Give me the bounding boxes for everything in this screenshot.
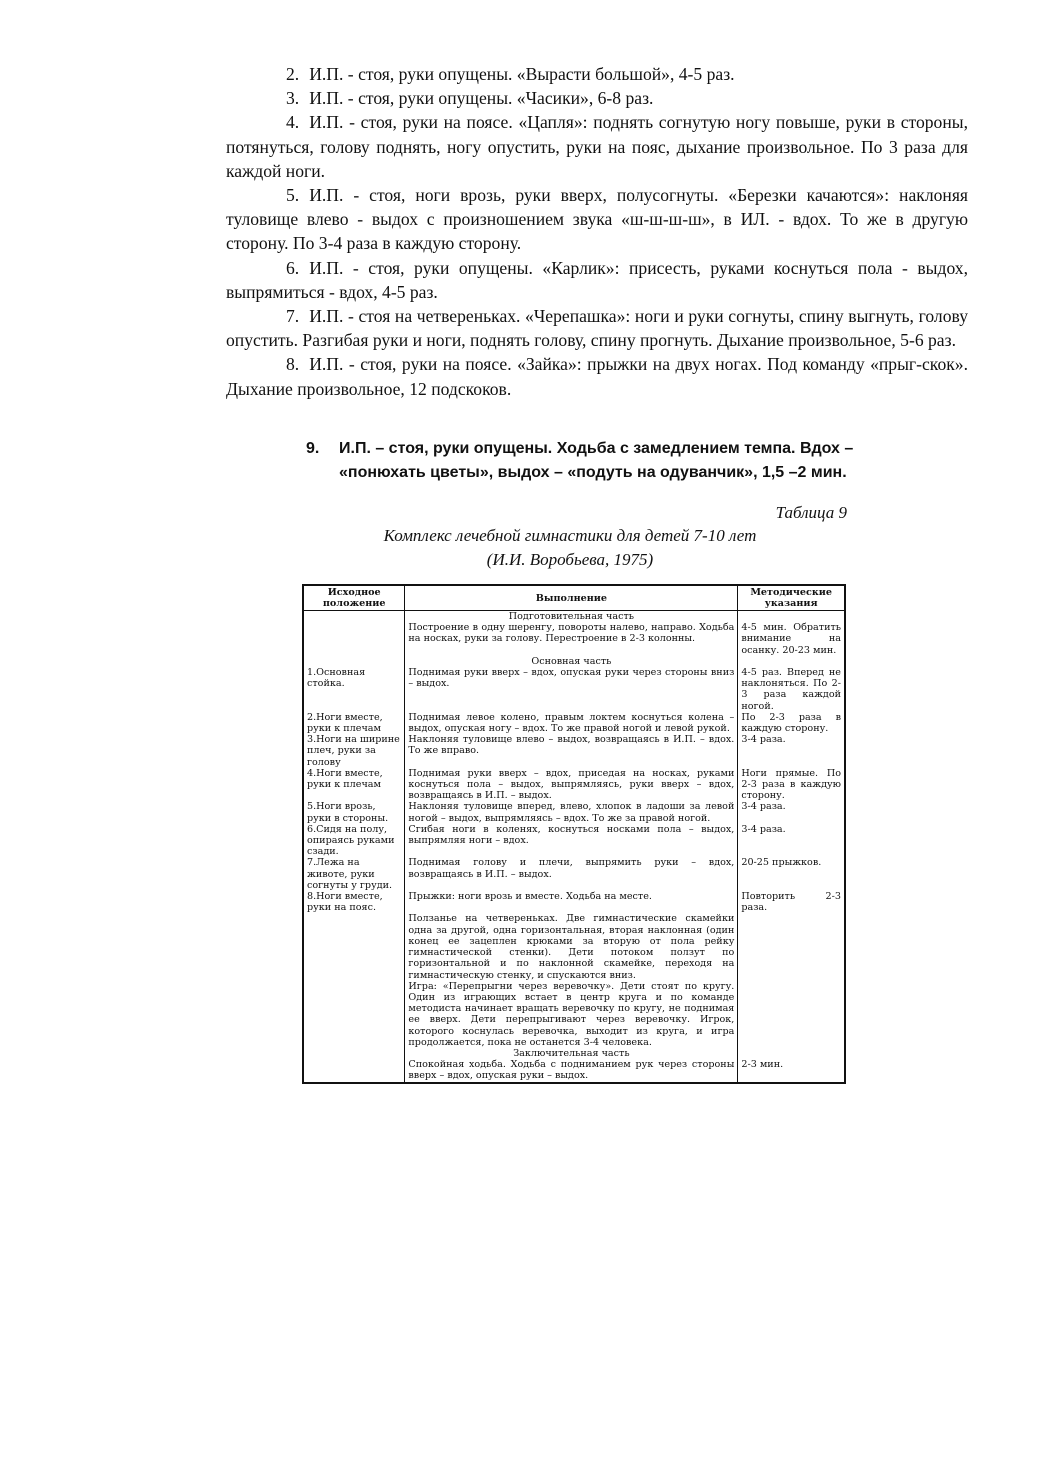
table-row: 3.Ноги на ширине плеч, руки за голову Наклоняя туловище влево – выдох, возвращаясь в И.П. – вдох. То же вправо. 3-4 раза. — [303, 734, 845, 768]
table-row: Построение в одну шеренгу, повороты налево, направо. Ходьба на носках, руки за голову. Перестроение в 2-3 колонны. 4-5 мин. Обратить внимание на осанку. 20-23 мин. — [303, 622, 845, 656]
exercise-list — [226, 62, 968, 401]
header-execution: Выполнение — [405, 585, 738, 611]
list-item: 3. И.П. - стоя, руки опущены. «Часики», 6-8 раз. — [286, 88, 654, 109]
list-item: 4. И.П. - стоя, руки на поясе. «Цапля»: поднять согнутую ногу повыше, руки в стороны, потянуться, голову поднять, ногу опустить, руки на пояс, дыхание произвольное. По 3 раза для каждой ноги. — [226, 112, 968, 181]
table-row: 6.Сидя на полу, опираясь руками сзади. Сгибая ноги в коленях, коснуться носками пола – выдох, выпрямляя ноги – вдох. 3-4 раза. — [303, 824, 845, 858]
table-row: Игра: «Перепрыгни через веревочку». Дети стоят по кругу. Один из играющих встает в центр круга и по команде методиста начинает вращать веревочку по кругу, не поднимая ее вверх. Дети перепрыгивают через веревочку. Игрок, которого коснулась веревочка, выходит из круга, и игра продолжается, пока не останется 3-4 человека. — [303, 981, 845, 1048]
table-row: 1.Основная стойка. Поднимая руки вверх – вдох, опуская руки через стороны вниз – выдох. 4-5 раз. Вперед не наклоняться. По 2-3 раза каждой ногой. — [303, 667, 845, 712]
list-item: 2. И.П. - стоя, руки опущены. «Вырасти большой», 4-5 раз. — [286, 64, 735, 84]
table-row: 5.Ноги врозь, руки в стороны. Наклоняя туловище вперед, влево, хлопок в ладоши за левой ногой – выдох, выпрямляясь – вдох. То же за правой ногой. 3-4 раза. — [303, 801, 845, 823]
list-item: 8. И.П. - стоя, руки на поясе. «Зайка»: прыжки на двух ногах. Под команду «прыг-скок». Дыхание произвольное, 12 подскоков. — [226, 354, 968, 399]
list-item: 7. И.П. - стоя на четвереньках. «Черепашка»: ноги и руки согнуты, спину выгнуть, голову опустить. Разгибая руки и ноги, поднять голову, спину прогнуть. Дыхание произвольное, 5-6 раз. — [226, 306, 968, 351]
section-row: Основная часть — [303, 656, 845, 667]
exercise-table — [302, 584, 846, 1084]
header-position: Исходное положение — [303, 585, 405, 611]
table-row: Ползанье на четвереньках. Две гимнастические скамейки одна за другой, одна горизонтальная, вторая наклонная (один конец ее зацеплен крюками за вторую от пола рейку гимнастической стенки). Дети потоком ползут по горизонтальной и по наклонной скамейке, переходя на гимнастическую стенку, и спускаются вниз. — [303, 913, 845, 980]
table-label: Таблица 9 — [775, 503, 847, 522]
table-row: 7.Лежа на животе, руки согнуты у груди. Поднимая голову и плечи, выпрямить руки – вдох, возвращаясь в И.П. – выдох. 20-25 прыжков. — [303, 857, 845, 891]
table-row: Спокойная ходьба. Ходьба с подниманием рук через стороны вверх – вдох, опуская руки – выдох. 2-3 мин. — [303, 1059, 845, 1082]
section-row: Подготовительная часть — [303, 611, 845, 623]
table-caption: Комплекс лечебной гимнастики для детей 7-10 лет (И.И. Воробьева, 1975) — [383, 526, 757, 569]
table-row: 2.Ноги вместе, руки к плечам Поднимая левое колено, правым локтем коснуться колена – выдох, опуская ногу – вдох. То же правой ногой и левой рукой. По 2-3 раза в каждую сторону. — [303, 712, 845, 734]
section-row: Заключительная часть — [303, 1048, 845, 1059]
table-row: 8.Ноги вместе, руки на пояс. Прыжки: ноги врозь и вместе. Ходьба на месте. Повторить 2-3 раза. — [303, 891, 845, 913]
list-item: 5. И.П. - стоя, ноги врозь, руки вверх, полусогнуты. «Березки качаются»: наклоняя туловище влево - выдох с произношением звука «ш-ш-ш-ш», в ИЛ. - вдох. То же в другую сторону. По 3-4 раза в каждую сторону. — [226, 185, 968, 254]
header-notes: Методические указания — [738, 585, 845, 611]
list-item-bold: 9. И.П. – стоя, руки опущены. Ходьба с замедлением темпа. Вдох – «понюхать цветы», выдох – «подуть на одуванчик», 1,5 –2 мин. — [306, 440, 854, 481]
list-item: 6. И.П. - стоя, руки опущены. «Карлик»: присесть, руками коснуться пола - выдох, выпрямиться - вдох, 4-5 раз. — [226, 257, 968, 302]
table-header-row — [303, 585, 845, 611]
table-row: 4.Ноги вместе, руки к плечам Поднимая руки вверх – вдох, приседая на носках, руками коснуться пола – выдох, выпрямляясь, руки вверх – вдох, возвращаясь в И.П. – выдох. Ноги прямые. По 2-3 раза в каждую сторону. — [303, 768, 845, 802]
